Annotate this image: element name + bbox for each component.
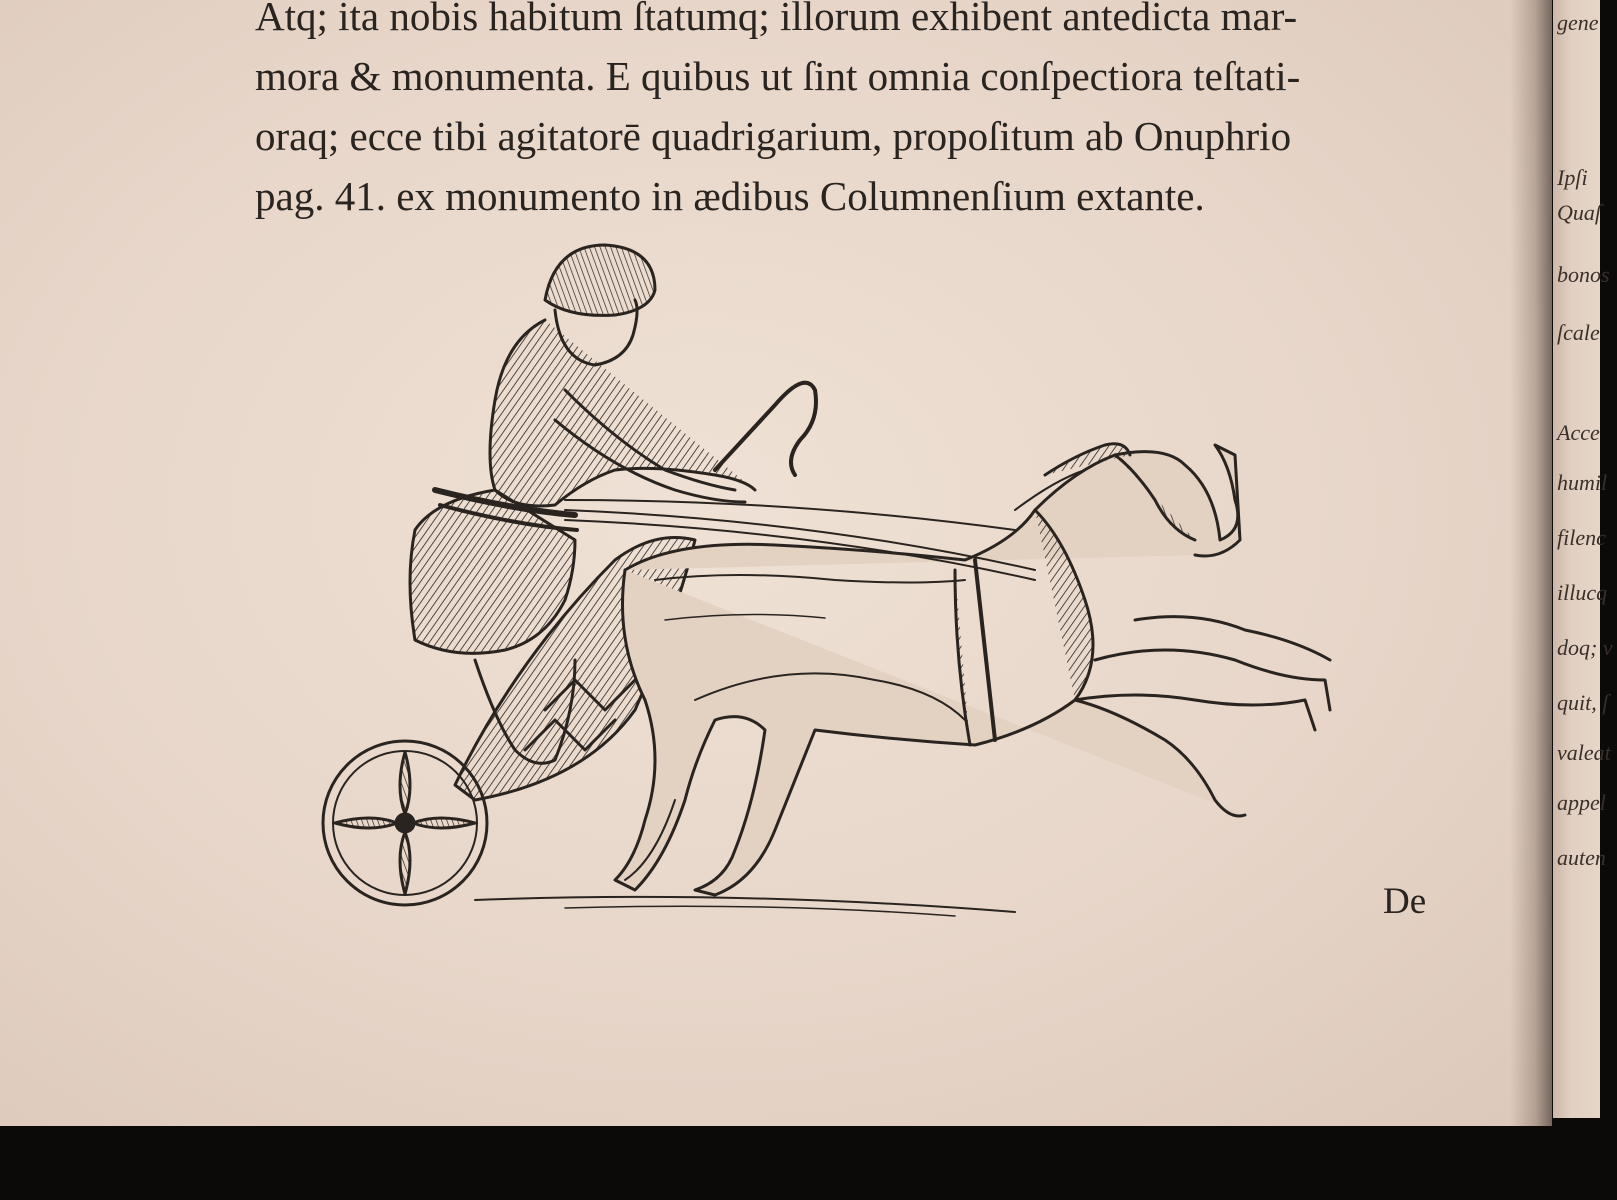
facing-page-edge	[1553, 0, 1613, 1118]
catchword: De	[1383, 881, 1427, 922]
whip	[715, 383, 816, 475]
facing-page-fragment: bonos	[1557, 262, 1610, 287]
text-line-1: Atq; ita nobis habitum ſtatumq; illorum exhibent antedicta mar-	[255, 0, 1298, 39]
dark-background	[0, 1126, 1600, 1200]
facing-page-fragment: valeat	[1557, 740, 1611, 765]
facing-page-fragment: appel	[1557, 790, 1606, 815]
facing-page-fragment: humil	[1557, 470, 1608, 495]
text-line-2: mora & monumenta. E quibus ut ſint omnia conſpectiora teſtati-	[255, 53, 1301, 99]
chariot-woodcut-illustration	[315, 240, 1355, 930]
text-line-3: oraq; ecce tibi agitatorē quadrigarium, propoſitum ab Onuphrio	[255, 113, 1292, 159]
facing-page-fragment: Ipſi	[1557, 165, 1588, 190]
facing-page-fragment: gene	[1557, 10, 1599, 35]
chariot-wheel	[323, 741, 487, 905]
text-line-4: pag. 41. ex monumento in ædibus Columnenſium extante.	[255, 173, 1205, 219]
facing-page-fragment: doq; v	[1557, 635, 1613, 660]
facing-page-fragment: quit, ſ	[1557, 690, 1609, 715]
facing-page-fragment: Quaſ	[1557, 200, 1601, 225]
facing-page-fragment: illucq	[1557, 580, 1608, 605]
facing-page-fragment: filenc	[1557, 525, 1606, 550]
latin-text-block	[255, 0, 1455, 226]
facing-page-fragment: Acce	[1557, 420, 1600, 445]
facing-page-fragment: ſcale	[1557, 320, 1600, 345]
horse-team	[615, 444, 1330, 895]
facing-page-fragment: auten	[1557, 845, 1606, 870]
gutter-shadow	[1510, 0, 1552, 1126]
